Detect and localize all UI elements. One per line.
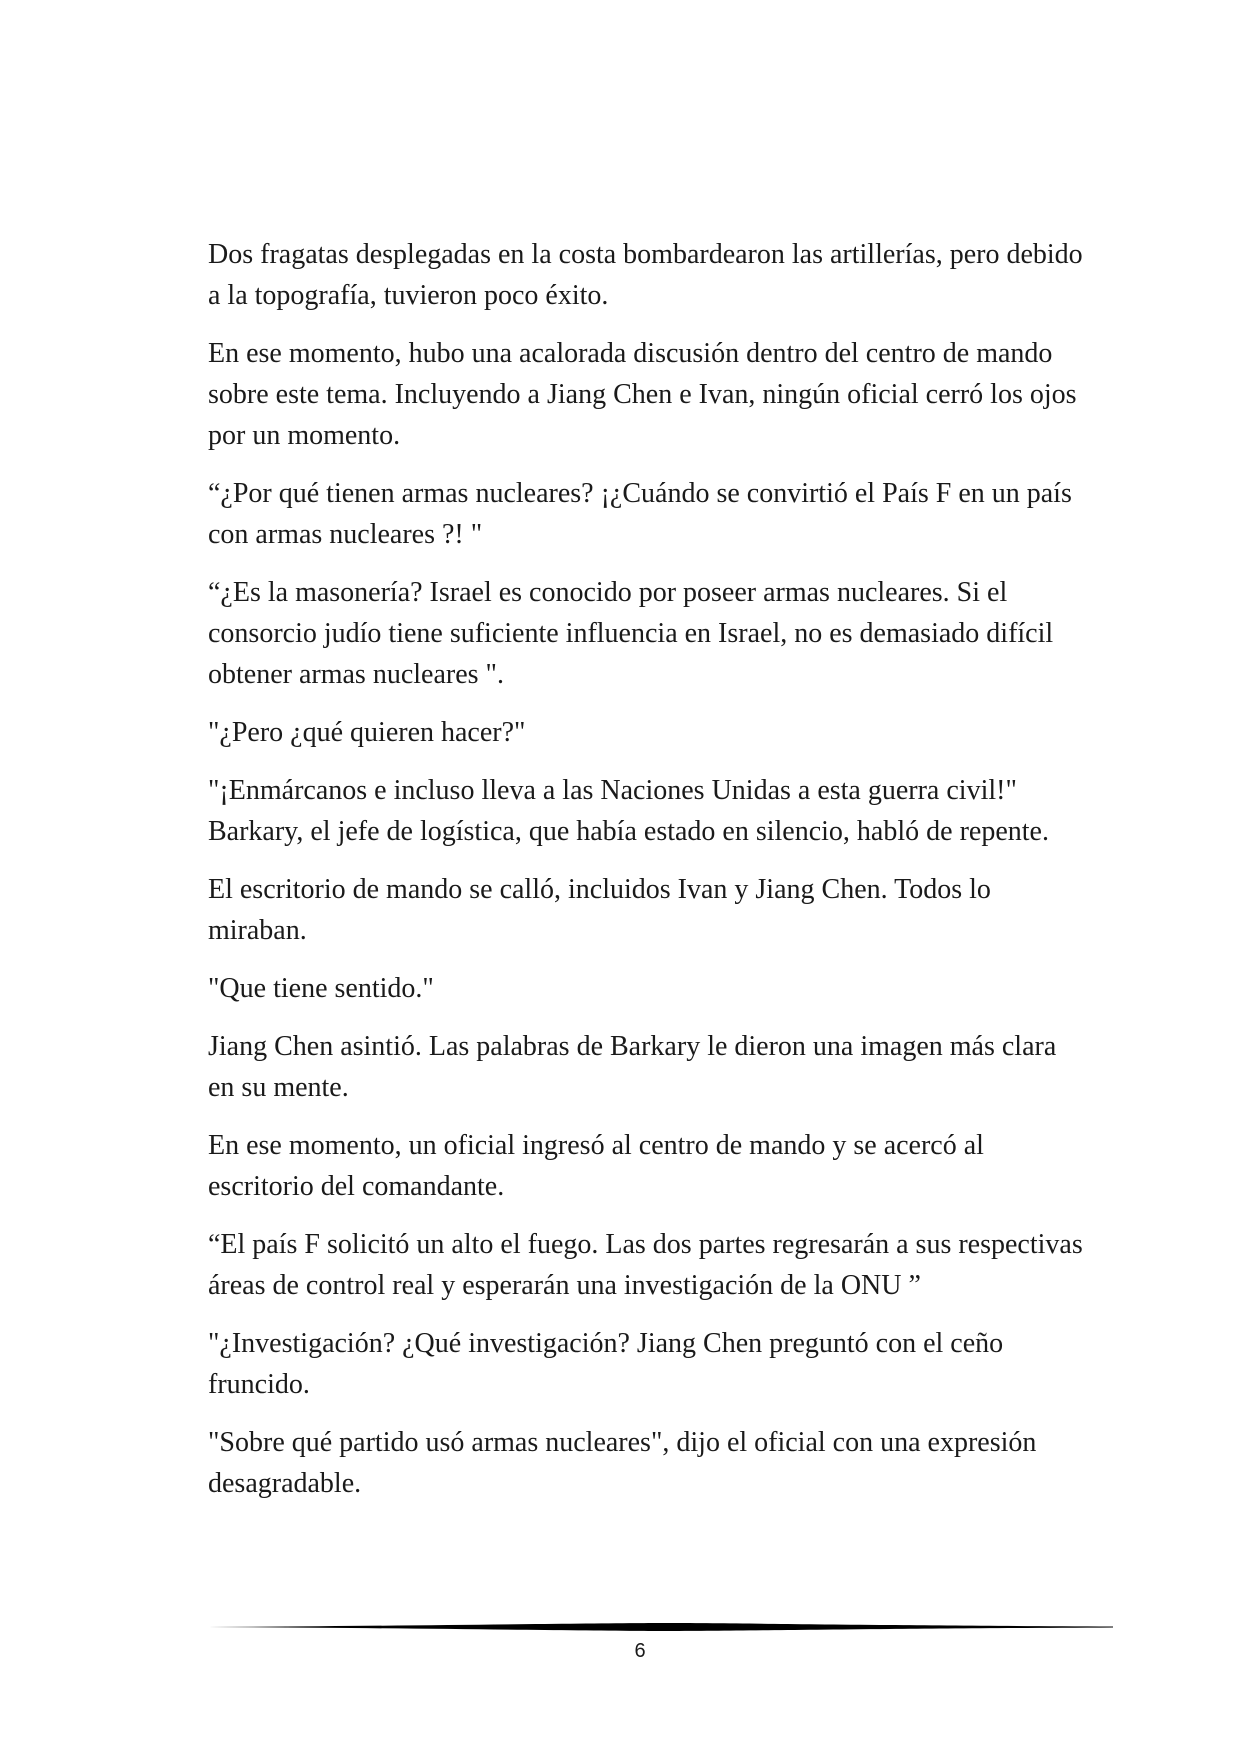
paragraph: Dos fragatas desplegadas en la costa bombardearon las artillerías, pero debido a la topografía, tuvieron poco éxito. <box>208 239 1083 311</box>
paragraph: El escritorio de mando se calló, incluidos Ivan y Jiang Chen. Todos lo miraban. <box>208 874 991 946</box>
paragraph: "¿Investigación? ¿Qué investigación? Jiang Chen preguntó con el ceño fruncido. <box>208 1328 1004 1400</box>
paragraph: "¿Pero ¿qué quieren hacer?" <box>208 717 526 748</box>
paragraph: "¡Enmárcanos e incluso lleva a las Naciones Unidas a esta guerra civil!" Barkary, el jefe de logística, que había estado en silencio, habló de repente. <box>208 775 1049 847</box>
page-number: 6 <box>634 1640 646 1662</box>
paragraph: En ese momento, hubo una acalorada discusión dentro del centro de mando sobre este tema. Incluyendo a Jiang Chen e Ivan, ningún oficial cerró los ojos por un momento. <box>208 338 1077 451</box>
paragraph: “El país F solicitó un alto el fuego. Las dos partes regresarán a sus respectivas áreas de control real y esperarán una investigación de la ONU ” <box>208 1229 1083 1301</box>
paragraph: "Que tiene sentido." <box>208 973 434 1004</box>
footer-divider <box>208 1620 1113 1634</box>
paragraph: "Sobre qué partido usó armas nucleares", dijo el oficial con una expresión desagradable. <box>208 1427 1037 1499</box>
paragraph: Jiang Chen asintió. Las palabras de Barkary le dieron una imagen más clara en su mente. <box>208 1031 1057 1103</box>
paragraph: “¿Por qué tienen armas nucleares? ¡¿Cuándo se convirtió el País F en un país con armas nucleares ?! " <box>208 478 1072 550</box>
body-text <box>208 234 1088 1521</box>
paragraph: En ese momento, un oficial ingresó al centro de mando y se acercó al escritorio del comandante. <box>208 1130 984 1202</box>
paragraph: “¿Es la masonería? Israel es conocido por poseer armas nucleares. Si el consorcio judío tiene suficiente influencia en Israel, no es demasiado difícil obtener armas nucleares ". <box>208 577 1054 690</box>
